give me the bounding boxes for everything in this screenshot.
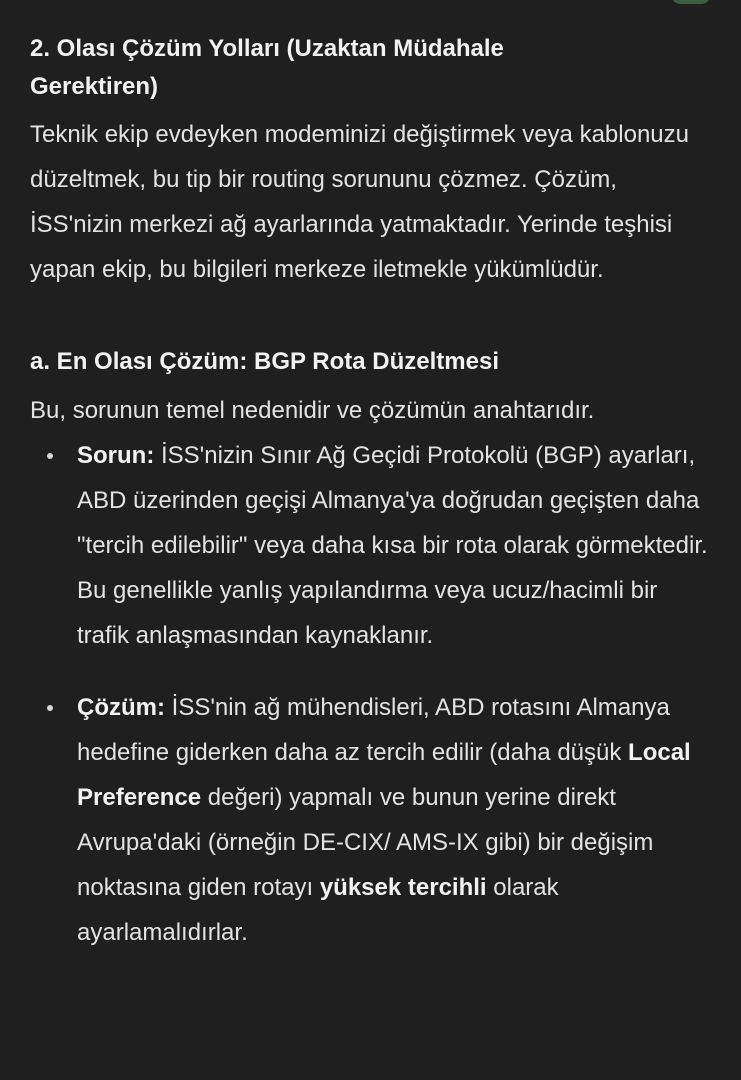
item-text: İSS'nizin Sınır Ağ Geçidi Protokolü (BGP) ayarları, ABD üzerinden geçişi Almanya'ya doğrudan geçişten daha "tercih edilebilir" veya daha kısa bir rota olarak görmektedir. Bu genellikle yanlış yapılandırma veya ucuz/hacimli bir trafik anlaşmasından kaynaklanır.: [77, 442, 708, 649]
message-content: [30, 30, 710, 955]
list-item-solution: [30, 685, 710, 955]
item-label: Sorun:: [77, 442, 155, 469]
bullet-icon: [47, 705, 53, 711]
section-heading: 2. Olası Çözüm Yolları (Uzaktan Müdahale Gerektiren): [30, 35, 504, 100]
top-edge-indicator: [671, 0, 711, 4]
item-bold-term: Local Preference: [77, 739, 691, 811]
item-label: Çözüm:: [77, 694, 165, 721]
item-text-part: İSS'nin ağ mühendisleri, ABD rotasını Almanya hedefine giderken daha az tercih edilir (daha düşük: [77, 694, 670, 766]
bullet-list: [30, 433, 710, 955]
section-paragraph: Teknik ekip evdeyken modeminizi değiştirmek veya kablonuzu düzeltmek, bu tip bir routing sorununu çözmez. Çözüm, İSS'nizin merkezi ağ ayarlarında yatmaktadır. Yerinde teşhisi yapan ekip, bu bilgileri merkeze iletmekle yükümlüdür.: [30, 121, 689, 283]
item-text-part: olarak ayarlamalıdırlar.: [77, 874, 559, 946]
bullet-icon: [47, 453, 53, 459]
item-text-part: değeri) yapmalı ve bunun yerine direkt Avrupa'daki (örneğin DE-CIX/ AMS-IX gibi) bir değişim noktasına giden rotayı: [77, 784, 654, 901]
subsection-intro: Bu, sorunun temel nedenidir ve çözümün anahtarıdır.: [30, 397, 595, 424]
item-bold-term: yüksek tercihli: [319, 874, 487, 901]
list-item-problem: [30, 433, 710, 658]
subsection-heading: a. En Olası Çözüm: BGP Rota Düzeltmesi: [30, 348, 499, 375]
